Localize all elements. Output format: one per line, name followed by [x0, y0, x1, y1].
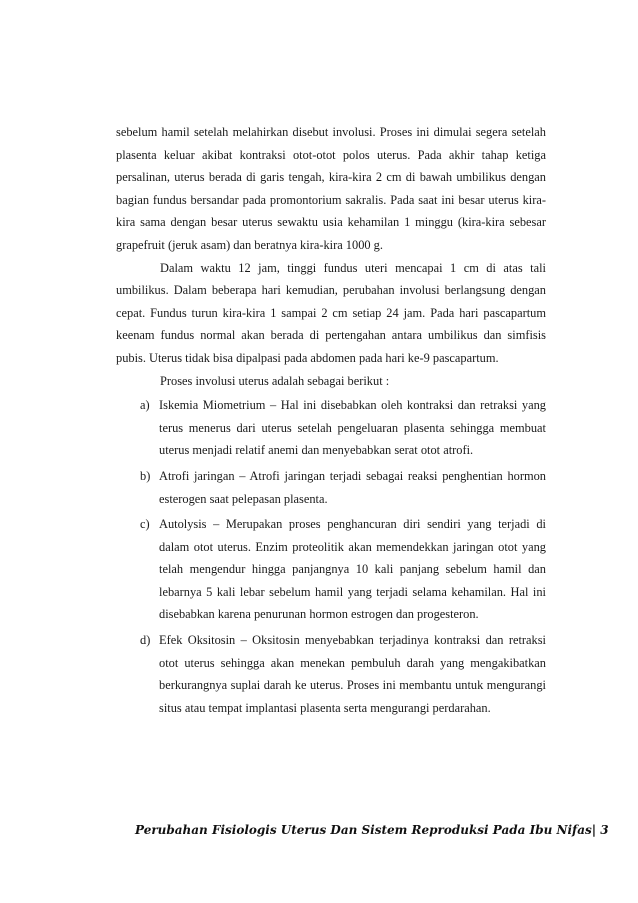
paragraph-fundus: Dalam waktu 12 jam, tinggi fundus uteri mencapai 1 cm di atas tali umbilikus. Dalam beberapa hari kemudian, perubahan involusi berlangsung dengan cepat. Fundus turun kira-kira 1 sampai 2 cm setiap 24 jam. Pada hari pascapartum keenam fundus normal akan berada di pertengahan antara umbilikus dan simfisis pubis. Uterus tidak bisa dipalpasi pada abdomen pada hari ke-9 pascapartum. [116, 260, 546, 365]
list-item [116, 394, 546, 462]
list-item [116, 513, 546, 626]
list-item-text: Atrofi jaringan – Atrofi jaringan terjadi sebagai reaksi penghentian hormon esterogen saat pelepasan plasenta. [159, 468, 546, 506]
list-marker: d) [140, 633, 151, 648]
list-item [116, 629, 546, 719]
list-marker: a) [140, 398, 150, 413]
paragraph-list-intro: Proses involusi uterus adalah sebagai berikut : [160, 373, 390, 388]
body-text [116, 121, 546, 719]
list-marker: b) [140, 468, 151, 483]
paragraph-involusi: sebelum hamil setelah melahirkan disebut involusi. Proses ini dimulai segera setelah plasenta keluar akibat kontraksi otot-otot polos uterus. Pada akhir tahap ketiga persalinan, uterus berada di garis tengah, kira-kira 2 cm di bawah umbilikus dengan bagian fundus bersandar pada promontorium sakralis. Pada saat ini besar uterus kira-kira sama dengan besar uterus sewaktu usia kehamilan 1 minggu (kira-kira sebesar grapefruit (jeruk asam) dan beratnya kira-kira 1000 g. [116, 125, 546, 252]
list-item-text: Iskemia Miometrium – Hal ini disebabkan oleh kontraksi dan retraksi yang terus menerus dari uterus setelah pengeluaran plasenta sehingga membuat uterus menjadi relatif anemi dan menyebabkan serat otot atrofi. [159, 398, 546, 458]
involution-process-list [116, 394, 546, 719]
list-item [116, 465, 546, 510]
list-item-text: Efek Oksitosin – Oksitosin menyebabkan terjadinya kontraksi dan retraksi otot uterus sehingga akan menekan pembuluh darah yang mengakibatkan berkurangnya suplai darah ke uterus. Proses ini membantu untuk mengurangi situs atau tempat implantasi plasenta serta mengurangi perdarahan. [159, 633, 546, 715]
list-marker: c) [140, 517, 150, 532]
page-footer: Perubahan Fisiologis Uterus Dan Sistem Reproduksi Pada Ibu Nifas| 3 [135, 823, 609, 837]
list-item-text: Autolysis – Merupakan proses penghancuran diri sendiri yang terjadi di dalam otot uterus. Enzim proteolitik akan memendekkan jaringan otot yang telah mengendur hingga panjangnya 10 kali panjang sebelum hamil dan lebarnya 5 kali lebar sebelum hamil yang terjadi selama kehamilan. Hal ini disebabkan karena penurunan hormon estrogen dan progesteron. [159, 517, 546, 622]
